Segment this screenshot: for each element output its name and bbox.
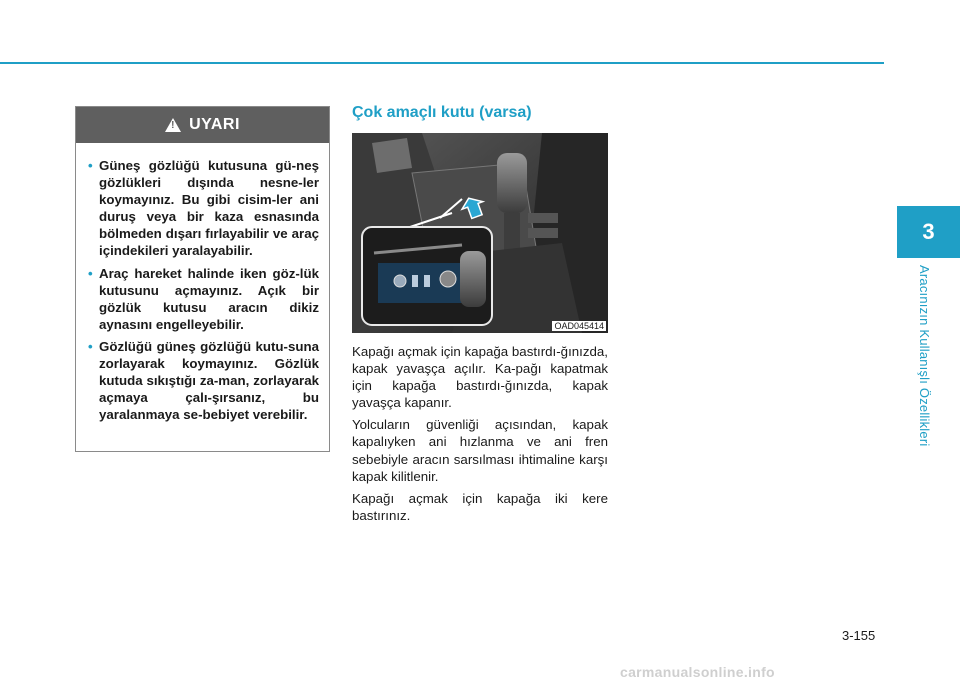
chapter-title: Aracınızın Kullanışlı Özellikleri [917, 265, 932, 447]
chapter-tab[interactable] [897, 206, 960, 258]
warning-list [76, 143, 329, 423]
top-rule [0, 62, 884, 64]
page-number: 3-155 [842, 628, 876, 643]
warning-item: • Gözlüğü güneş gözlüğü kutu-suna zorlayarak koymayınız. Gözlük kutuda sıkıştığı za-man, zorlayarak açmaya çalı-şırsanız, bu yaralanmaya se-bebiyet verebilir. [88, 338, 319, 423]
warning-label: UYARI [189, 116, 240, 133]
image-code: OAD045414 [554, 321, 604, 331]
warning-item: • Araç hareket halinde iken göz-lük kutusunu açmayınız. Açık bir gözlük kutusu aracın dikiz aynasını engelleyebilir. [88, 265, 319, 333]
warning-box [75, 106, 330, 452]
warning-item: • Güneş gözlüğü kutusuna gü-neş gözlükleri dışında nesne-ler koymayınız. Bu gibi cisim-ler ani duruş veya bir kaza esnasında bölmeden dışarı fırlayabilir ve araç içindekileri yaralayabilir. [88, 157, 319, 260]
multi-purpose-box-photo [352, 133, 608, 333]
console-illustration [352, 133, 608, 333]
watermark: carmanualsonline.info [620, 664, 775, 680]
section-title: Çok amaçlı kutu (varsa) [352, 104, 532, 121]
warning-header [76, 107, 329, 143]
photo-caption [352, 321, 608, 333]
chapter-side-title [916, 265, 934, 455]
chapter-number: 3 [922, 219, 935, 244]
body-paragraph: Kapağı açmak için kapağa bastırdı-ğınızda, kapak yavaşça açılır. Ka-pağı kapatmak için kapağa bastırdı-ğınızda, kapak yavaşça kapanır. [352, 344, 608, 411]
body-paragraph: Kapağı açmak için kapağa iki kere bastırınız. [352, 490, 608, 523]
section-body [352, 343, 608, 529]
warning-triangle-icon [165, 118, 181, 132]
body-paragraph: Yolcuların güvenliği açısından, kapak kapalıyken ani hızlanma ve ani fren sebebiyle aracın sarsılması ihtimaline karşı kapak kilitlenir. [352, 417, 608, 484]
